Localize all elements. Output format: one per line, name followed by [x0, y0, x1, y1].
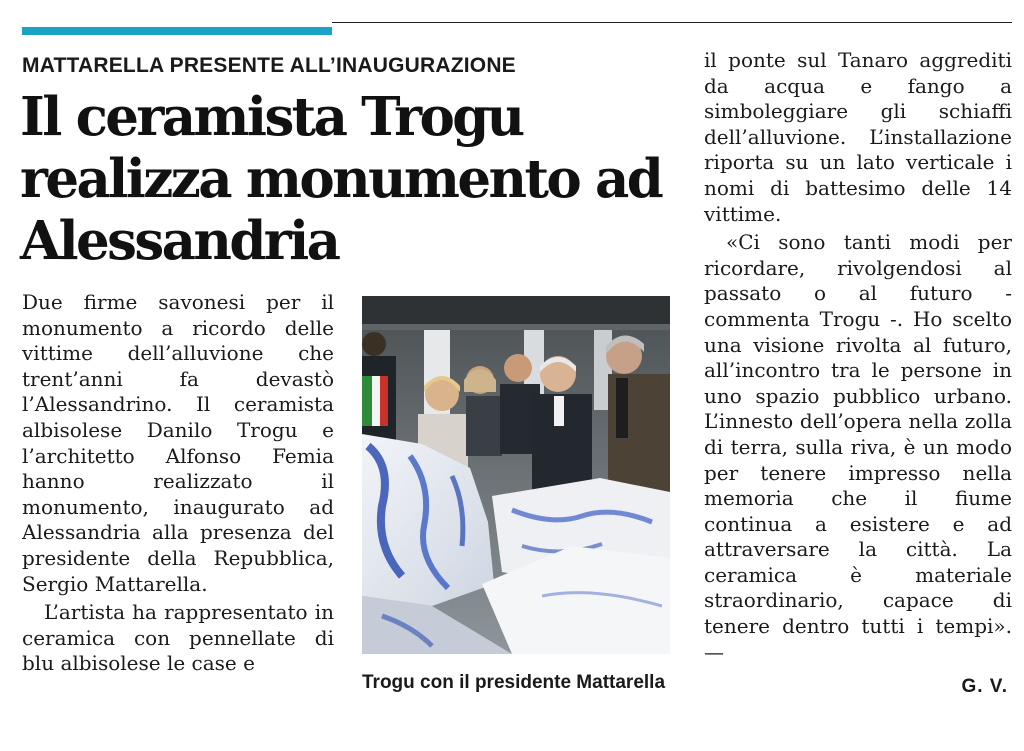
section-accent-bar	[22, 27, 332, 35]
photo-illustration	[362, 296, 670, 654]
article-paragraph: L’artista ha rappresentato in ceramica con pennellate di blu albisolese le case e	[22, 600, 334, 676]
article-paragraph: il ponte sul Tanaro aggrediti da acqua e fango a simboleggiare gli schiaffi dell’alluvione. L’installazione riporta su un lato verticale i nomi di battesimo delle 14 vittime.	[704, 48, 1012, 226]
article-column-left	[22, 290, 334, 677]
photo-caption: Trogu con il presidente Mattarella	[362, 672, 666, 693]
byline: G. V.	[961, 676, 1008, 697]
kicker: MATTARELLA PRESENTE ALL’INAUGURAZIONE	[22, 54, 516, 77]
headline: Il ceramista Trogu realizza monumento ad Alessandria	[20, 86, 662, 272]
article-photo	[362, 296, 670, 654]
article-paragraph: Due firme savonesi per il monumento a ricordo delle vittime dell’alluvione che trent’anni fa devastò l’Alessandrino. Il ceramista albisolese Danilo Trogu e l’architetto Alfonso Femia hanno realizzato il monumento, inaugurato ad Alessandria alla presenza del presidente della Repubblica, Sergio Mattarella.	[22, 290, 334, 596]
article-column-right	[704, 48, 1012, 665]
top-rule	[332, 22, 1012, 23]
article-paragraph: «Ci sono tanti modi per ricordare, rivolgendosi al passato o al futuro - commenta Trogu -. Ho scelto una visione rivolta al futuro, all’incontro tra le persone in uno spazio pubblico urbano. L’innesto dell’opera nella zolla di terra, sulla riva, è un modo per tenere impresso nella memoria che il fiume continua a esistere e ad attraversare la città. La ceramica è materiale straordinario, capace di tenere dentro tutti i tempi». —	[704, 230, 1012, 664]
